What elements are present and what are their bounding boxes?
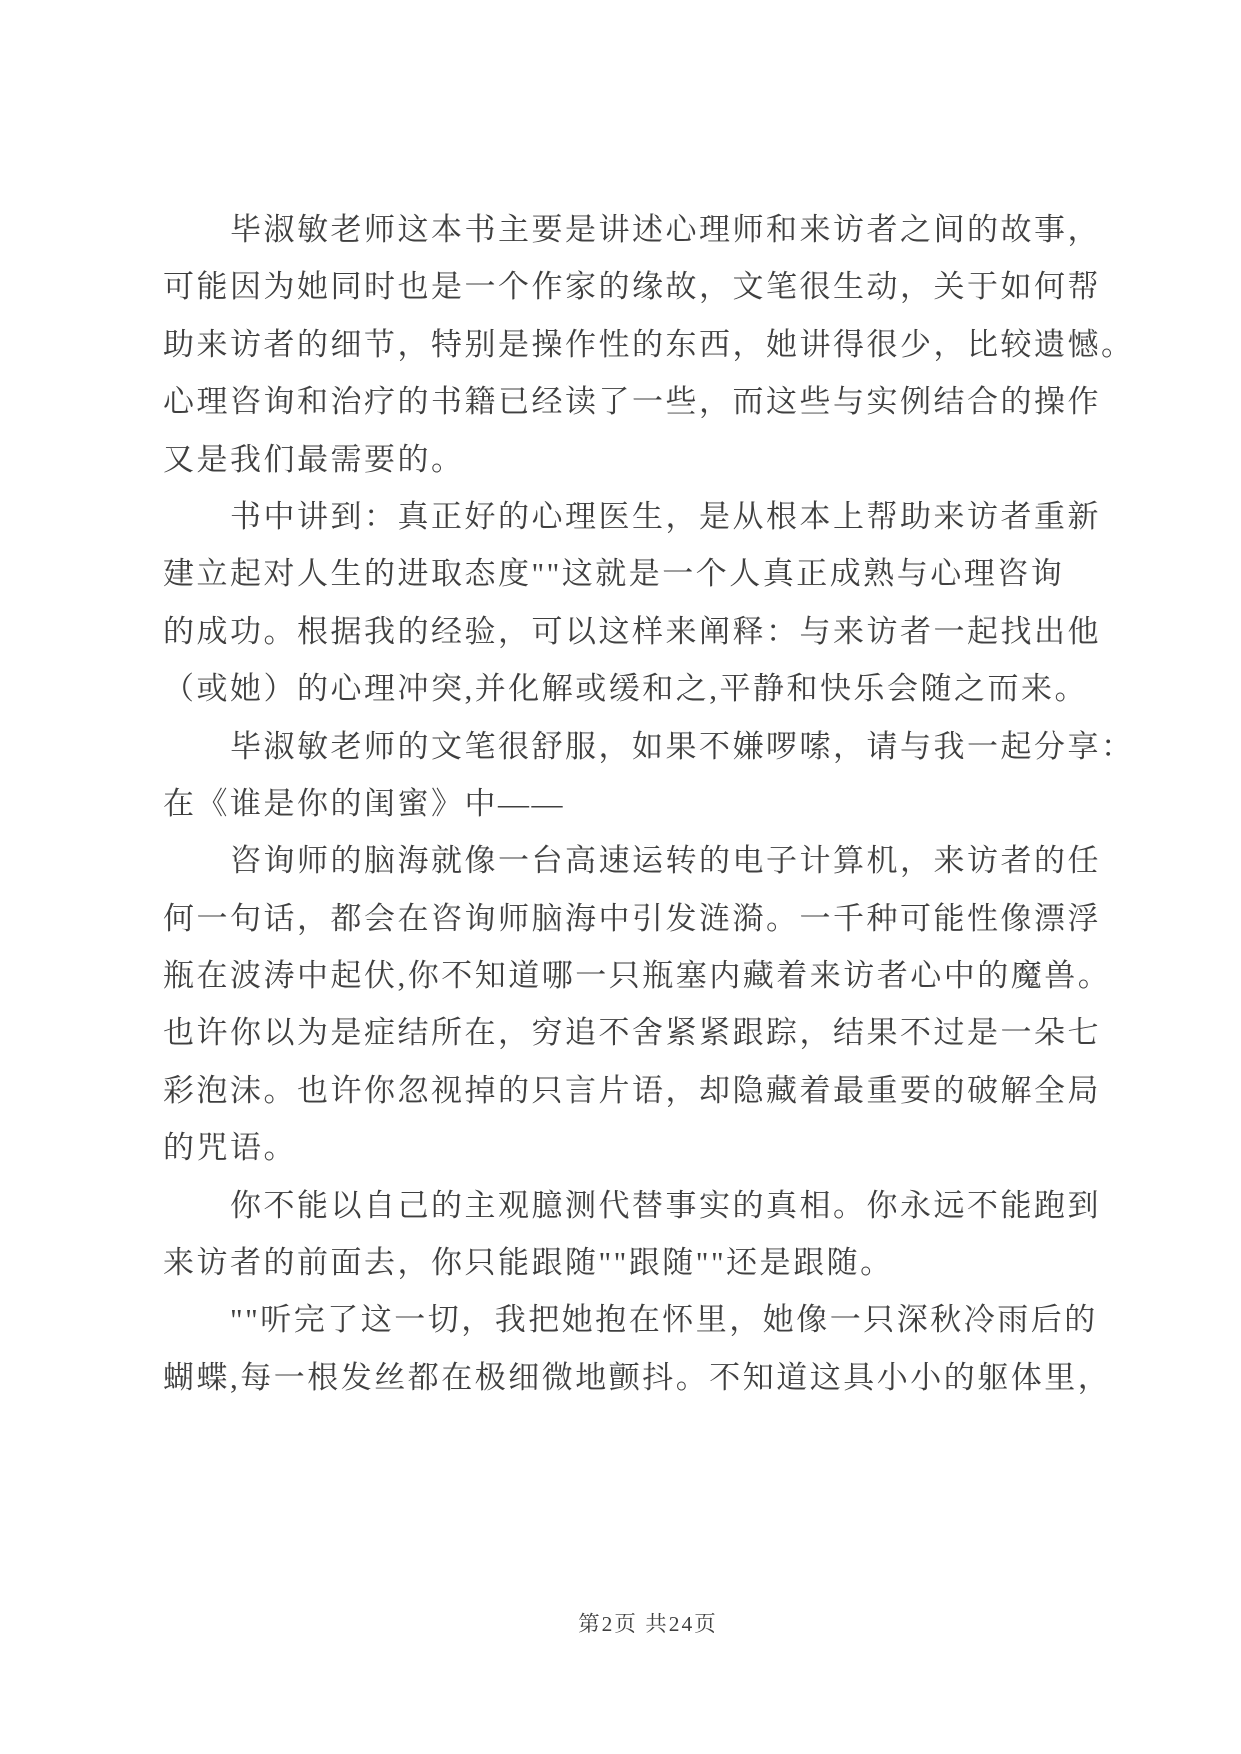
text-line: 毕淑敏老师的文笔很舒服，如果不嫌啰嗦，请与我一起分享： bbox=[230, 728, 1135, 764]
text-line: 又是我们最需要的。 bbox=[163, 441, 465, 477]
text-line: 建立起对人生的进取态度""这就是一个人真正成熟与心理咨询 bbox=[163, 556, 1065, 592]
text-line: 也许你以为是症结所在，穷追不舍紧紧跟踪，结果不过是一朵七 bbox=[163, 1015, 1101, 1051]
text-line: 彩泡沫。也许你忽视掉的只言片语，却隐藏着最重要的破解全局 bbox=[163, 1072, 1101, 1108]
text-line: 助来访者的细节，特别是操作性的东西，她讲得很少，比较遗憾。 bbox=[163, 326, 1135, 362]
page-footer bbox=[0, 1607, 1241, 1638]
text-line: 蝴蝶,每一根发丝都在极细微地颤抖。不知道这具小小的躯体里， bbox=[163, 1359, 1112, 1395]
text-line: 心理咨询和治疗的书籍已经读了一些，而这些与实例结合的操作 bbox=[163, 384, 1101, 420]
text-line: 咨询师的脑海就像一台高速运转的电子计算机，来访者的任 bbox=[230, 843, 1101, 879]
page-number-indicator: 第2页 共24页 bbox=[578, 1612, 718, 1636]
text-line: 的咒语。 bbox=[163, 1130, 297, 1166]
text-line: 在《谁是你的闺蜜》中—— bbox=[163, 785, 565, 821]
text-line: 可能因为她同时也是一个作家的缘故，文笔很生动，关于如何帮 bbox=[163, 269, 1101, 305]
text-line: 何一句话，都会在咨询师脑海中引发涟漪。一千种可能性像漂浮 bbox=[163, 900, 1101, 936]
text-line: 书中讲到：真正好的心理医生，是从根本上帮助来访者重新 bbox=[230, 498, 1101, 534]
text-line: 你不能以自己的主观臆测代替事实的真相。你永远不能跑到 bbox=[230, 1187, 1101, 1223]
text-line: 的成功。根据我的经验，可以这样来阐释：与来访者一起找出他 bbox=[163, 613, 1101, 649]
text-line: 来访者的前面去，你只能跟随""跟随""还是跟随。 bbox=[163, 1245, 894, 1281]
text-line: 毕淑敏老师这本书主要是讲述心理师和来访者之间的故事， bbox=[230, 212, 1101, 247]
text-line: ""听完了这一切，我把她抱在怀里，她像一只深秋冷雨后的 bbox=[230, 1302, 1098, 1338]
text-line: （或她）的心理冲突,并化解或缓和之,平静和快乐会随之而来。 bbox=[163, 671, 1088, 707]
document-body bbox=[163, 201, 1135, 1406]
text-line: 瓶在波涛中起伏,你不知道哪一只瓶塞内藏着来访者心中的魔兽。 bbox=[163, 958, 1112, 994]
